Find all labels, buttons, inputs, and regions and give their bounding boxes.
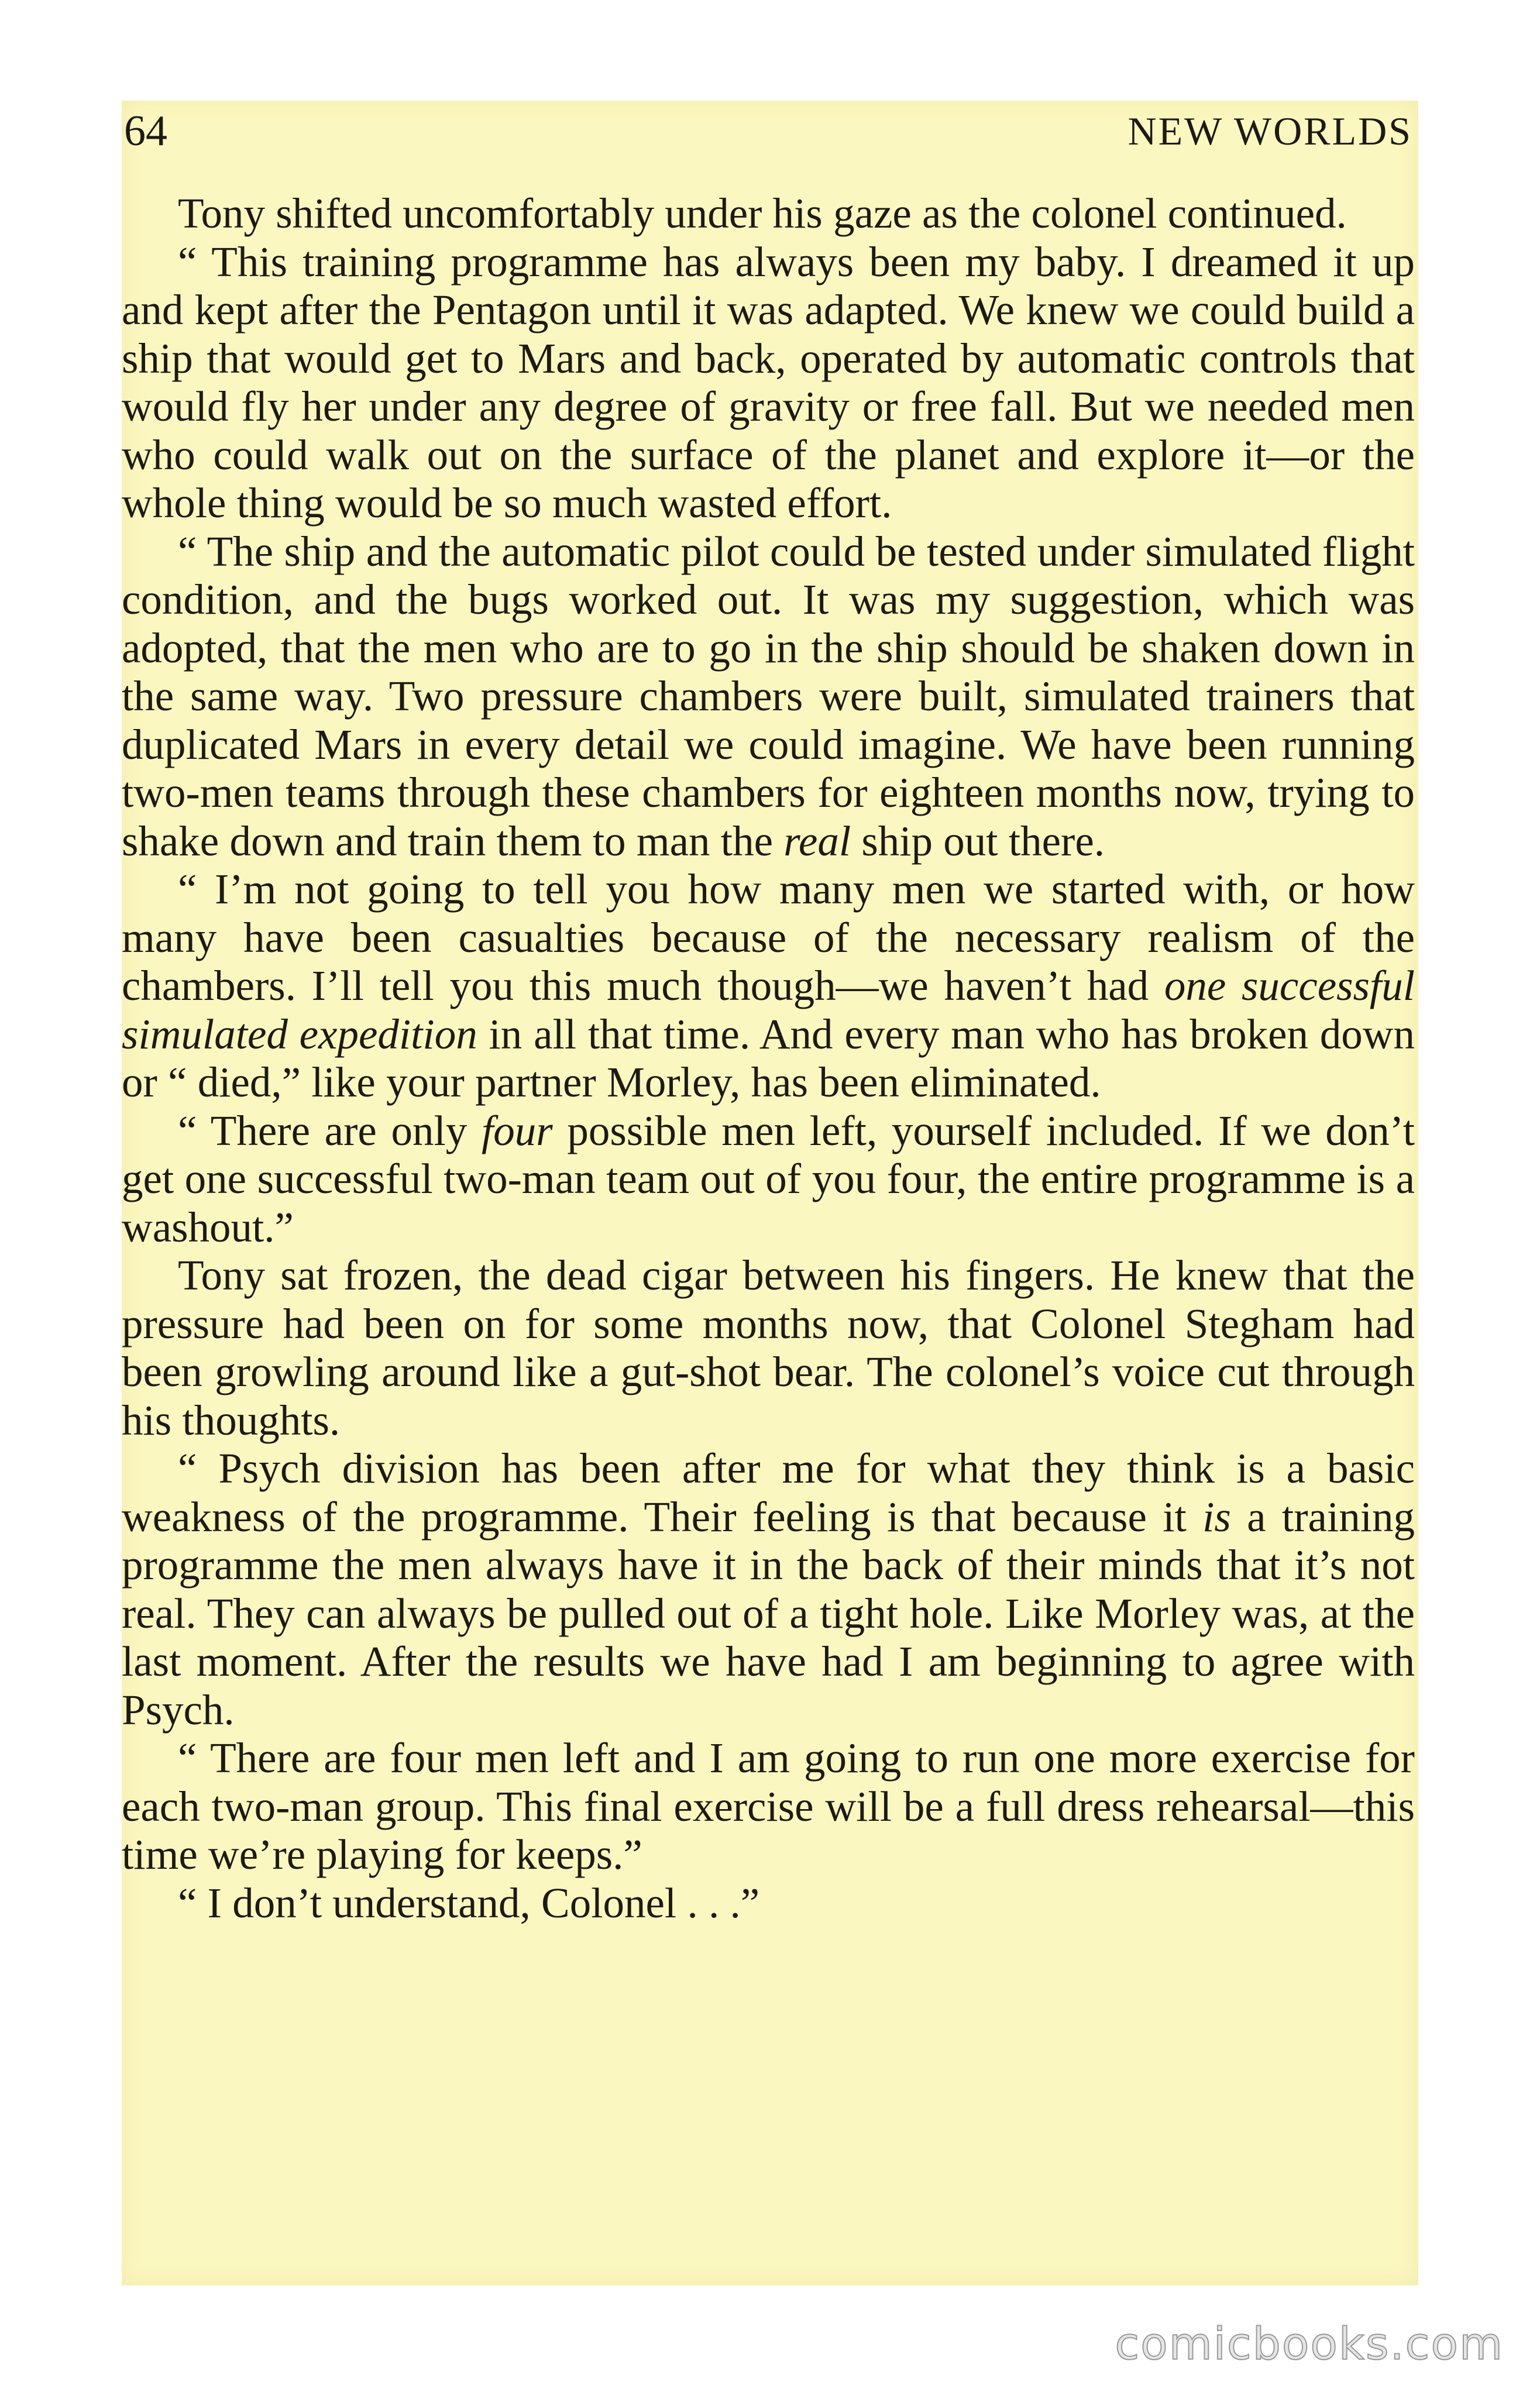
text-run: Tony shifted uncomfortably under his gaze as the colonel continued.	[178, 190, 1347, 237]
text-run: “ I don’t understand, Colonel . . .”	[178, 1879, 760, 1927]
italic-emphasis: is	[1202, 1493, 1231, 1541]
text-run: “ The ship and the automatic pilot could be tested under simulated flight condition, and the bugs worked out. It was my suggestion, which was adopted, that the men who are to go in the ship should be shaken down in the same way. Two pressure chambers were built, simulated trainers that duplicated Mars in every detail we could imagine. We have been running two-men teams through these chambers for eighteen months now, trying to shake down and train them to man the	[122, 527, 1415, 865]
paragraph	[122, 238, 1415, 528]
paragraph	[122, 865, 1415, 1107]
text-run: “ This training programme has always been my baby. I dreamed it up and kept after the Pentagon until it was adapted. We knew we could build a ship that would get to Mars and back, operated by automatic controls that would fly her under any degree of gravity or free fall. But we needed men who could walk out on the surface of the planet and explore it—or the whole thing would be so much wasted effort.	[122, 238, 1415, 527]
text-run: “ I’m not going to tell you how many men we started with, or how many have been casualties because of the necessary realism of the chambers. I’ll tell you this much though—we haven’t had	[122, 865, 1415, 1009]
paragraph	[122, 1107, 1415, 1252]
book-page	[122, 101, 1418, 2285]
paragraph	[122, 1734, 1415, 1879]
text-run: a training programme the men always have it in the back of their minds that it’s not real. They can always be pulled out of a tight hole. Like Morley was, at the last moment. After the results we have had I am beginning to agree with Psych.	[122, 1493, 1415, 1734]
paragraph	[122, 1445, 1415, 1734]
text-run: “ There are four men left and I am going to run one more exercise for each two-man group. This final exercise will be a full dress rehearsal—this time we’re playing for keeps.”	[122, 1734, 1415, 1878]
text-run: “ Psych division has been after me for what they think is a basic weakness of the programme. Their feeling is that because it	[122, 1445, 1415, 1541]
paragraph	[122, 190, 1415, 238]
italic-emphasis: real	[783, 817, 851, 865]
page-number: 64	[124, 107, 167, 155]
text-run: possible men left, yourself included. If we don’t get one successful two-man team out of you four, the entire programme is a washout.”	[122, 1106, 1415, 1251]
watermark: comicbooks.com	[1115, 2318, 1504, 2370]
italic-emphasis: four	[481, 1106, 553, 1154]
text-run: ship out there.	[851, 817, 1105, 865]
text-run: in all that time. And every man who has broken down or “ died,” like your partner Morley, has been eliminated.	[122, 1010, 1415, 1106]
paragraph	[122, 528, 1415, 866]
text-run: Tony sat frozen, the dead cigar between his fingers. He knew that the pressure had been on for some months now, that Colonel Stegham had been growling around like a gut-shot bear. The colonel’s voice cut through his thoughts.	[122, 1252, 1415, 1444]
running-head: NEW WORLDS	[1128, 109, 1412, 153]
paragraph	[122, 1879, 1415, 1928]
paragraph	[122, 1252, 1415, 1445]
page-header	[122, 101, 1418, 171]
italic-emphasis: one successful simulated expedition	[122, 962, 1415, 1058]
body-text	[122, 190, 1415, 1927]
text-run: “ There are only	[178, 1106, 482, 1154]
